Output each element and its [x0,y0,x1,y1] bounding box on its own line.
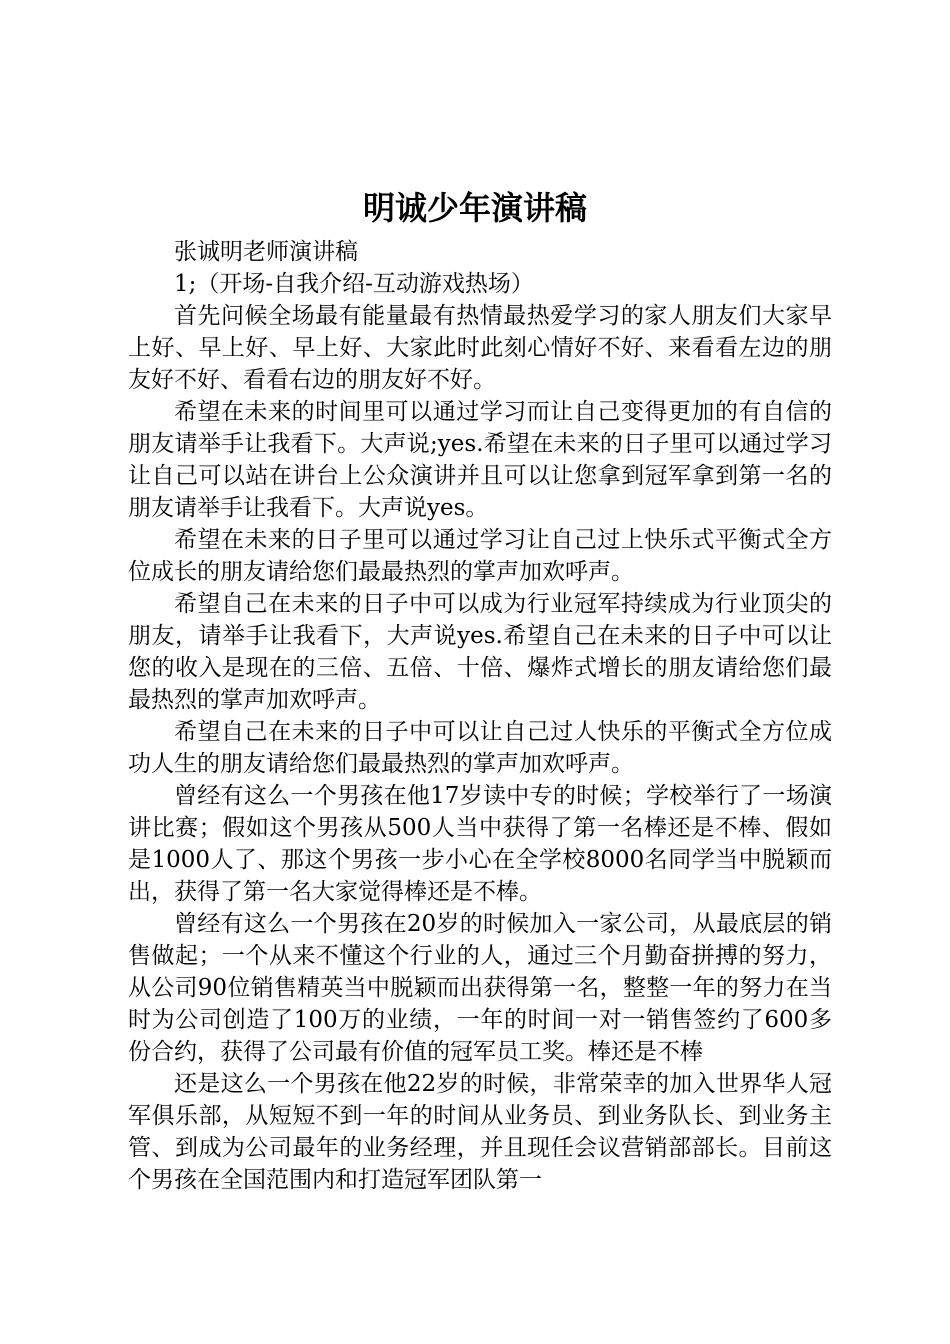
paragraph: 1;（开场-自我介绍-互动游戏热场） [174,271,534,297]
paragraph: 希望在未来的日子里可以通过学习让自己过上快乐式平衡式全方位成长的朋友请给您们最最热烈的掌声加欢呼声。 [128,527,832,585]
paragraph: 希望在未来的时间里可以通过学习而让自己变得更加的有自信的朋友请举手让我看下。大声说;yes.希望在未来的日子里可以通过学习让自己可以站在讲台上公众演讲并且可以让您拿到冠军拿到第一名的朋友请举手让我看下。大声说yes。 [128,399,832,521]
paragraph: 希望自己在未来的日子中可以让自己过人快乐的平衡式全方位成功人生的朋友请给您们最最热烈的掌声加欢呼声。 [128,719,832,777]
paragraph: 张诚明老师演讲稿 [174,239,358,265]
paragraph: 还是这么一个男孩在他22岁的时候，非常荣幸的加入世界华人冠军俱乐部，从短短不到一年的时间从业务员、到业务队长、到业务主管、到成为公司最年的业务经理，并且现任会议营销部部长。目前这个男孩在全国范围内和打造冠军团队第一 [128,1071,832,1193]
paragraph: 曾经有这么一个男孩在他17岁读中专的时候；学校举行了一场演讲比赛；假如这个男孩从500人当中获得了第一名棒还是不棒、假如是1000人了、那这个男孩一步小心在全学校8000名同学当中脱颖而出，获得了第一名大家觉得棒还是不棒。 [128,783,832,905]
paragraph: 首先问候全场最有能量最有热情最热爱学习的家人朋友们大家早上好、早上好、早上好、大家此时此刻心情好不好、来看看左边的朋友好不好、看看右边的朋友好不好。 [128,303,832,393]
paragraph: 曾经有这么一个男孩在20岁的时候加入一家公司，从最底层的销售做起；一个从来不懂这个行业的人，通过三个月勤奋拼搏的努力，从公司90位销售精英当中脱颖而出获得第一名，整整一年的努力在当时为公司创造了100万的业绩，一年的时间一对一销售签约了600多份合约，获得了公司最有价值的冠军员工奖。棒还是不棒 [128,911,832,1065]
document-title: 明诚少年演讲稿 [362,189,587,227]
paragraph: 希望自己在未来的日子中可以成为行业冠军持续成为行业顶尖的朋友，请举手让我看下，大声说yes.希望自己在未来的日子中可以让您的收入是现在的三倍、五倍、十倍、爆炸式增长的朋友请给您们最最热烈的掌声加欢呼声。 [128,591,832,713]
document-body [128,236,832,1196]
